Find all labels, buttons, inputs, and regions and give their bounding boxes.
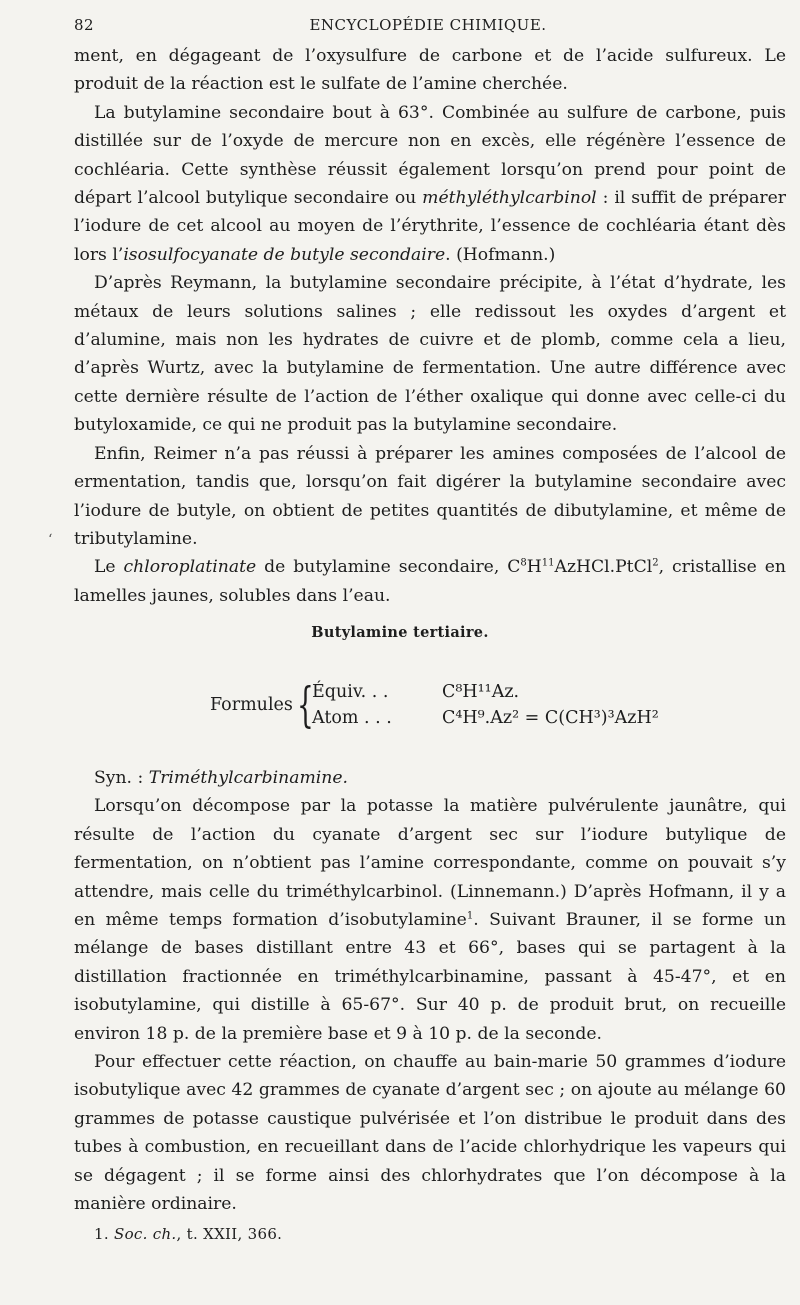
running-header (74, 16, 782, 40)
italic-term: méthyléthylcarbinol (422, 188, 597, 209)
formula-row-label: Atom . . . (312, 708, 392, 728)
text-run: Lorsqu’on décompose par la potasse la matière pulvérulente jaunâtre, qui résulte de l’action du cyanate d’argent sec sur l’iodure butylique de fermentation, on n’obtient pas l’amine correspondante, comme on pouvait s’y attendre, mais celle du triméthylcarbinol. (Linnemann.) D’après Hofmann, il y a en même temps formation d’isobutylamine (74, 796, 786, 931)
text-run: Le (94, 557, 124, 578)
synonym-value: Triméthylcarbinamine. (148, 768, 348, 788)
text-run: : il suffit de préparer l’iodure de cet alcool au moyen de l’érythrite, l’essence de cochléaria étant dès lors l’ (74, 188, 786, 265)
running-title: ENCYCLOPÉDIE CHIMIQUE. (309, 16, 547, 34)
footnote-ref: 1 (466, 910, 474, 922)
margin-mark: ‘ (48, 532, 53, 548)
section-title: Butylamine tertiaire. (311, 624, 489, 641)
paragraph-reimer: Enfin, Reimer n’a pas réussi à préparer les amines composées de l’alcool de ermentation, tandis que, lorsqu’on fait digérer la butylamine secondaire avec l’iodure de butyle, on obtient de petites quantités de dibutylamine, et même de tributylamine. (74, 443, 786, 549)
paragraph-boiling-point (74, 99, 786, 269)
body-text-bottom (74, 764, 786, 1219)
superscript: 2 (652, 557, 659, 569)
synonym-label: Syn. : (94, 768, 149, 788)
footnote-journal: Soc. ch. (114, 1225, 177, 1243)
formula-row-label: Équiv. . . (312, 682, 389, 702)
text-run: de butylamine secondaire, C (256, 557, 521, 578)
paragraph-reymann: D’après Reymann, la butylamine secondaire précipite, à l’état d’hydrate, les métaux de leurs solutions salines ; elle redissout les oxydes d’argent et d’alumine, mais non les hydrates de cuivre et de plomb, comme cela a lieu, d’après Wurtz, avec la butylamine de fermentation. Une autre différence avec cette dernière résulte de l’action de l’éther oxalique qui donne avec celle-ci du butyloxamide, ce qui ne produit pas la butylamine secondaire. (74, 273, 786, 436)
footnote-number: 1. (94, 1225, 109, 1243)
formula-value: C⁴H⁹.Az² = C(CH³)³AzH² (442, 708, 659, 728)
text-run: . Suivant Brauner, il se forme un mélange de bases distillant entre 43 et 66°, bases qui se partagent à la distillation fractionnée en triméthylcarbinamine, passant à 45-47°, et en isobutylamine, qui distille à 65-67°. Sur 40 p. de produit brut, on recueille environ 18 p. de la première base et 9 à 10 p. de la seconde. (74, 910, 787, 1044)
paragraph-chloroplatinate (74, 553, 786, 610)
superscript: 11 (541, 557, 555, 569)
paragraph-continuation: ment, en dégageant de l’oxysulfure de carbone et de l’acide sulfureux. Le produit de la réaction est le sulfate de l’amine cherchée. (74, 46, 786, 95)
page-number: 82 (74, 16, 95, 34)
text-run: . (Hofmann.) (445, 244, 556, 265)
text-run: La butylamine secondaire bout à 63°. Combinée au sulfure de carbone, puis distillée sur de l’oxyde de mercure non en excès, elle régénère l’essence de cochléaria. Cette synthèse réussit également lorsqu’on prend pour point de départ l’alcool butylique secondaire ou (74, 102, 786, 209)
formula-row-equiv (312, 682, 519, 708)
paragraph-procedure: Pour effectuer cette réaction, on chauffe au bain-marie 50 grammes d’iodure isobutylique avec 42 grammes de cyanate d’argent sec ; on ajoute au mélange 60 grammes de potasse caustique pulvérisée et l’on distribue le produit dans des tubes à combustion, en recueillant dans de l’acide chlorhydrique les vapeurs qui se dégagent ; il se forme ainsi des chlorhydrates que l’on décompose à la manière ordinaire. (74, 1052, 786, 1215)
formula-row-atom (312, 708, 659, 734)
text-run: H (526, 557, 542, 578)
text-run: , cristallise en lamelles jaunes, solubles dans l’eau. (74, 557, 786, 606)
text-run: AzHCl.PtCl (554, 557, 653, 578)
paragraph-decomposition (74, 792, 786, 1048)
body-text-top (74, 42, 786, 610)
italic-term: isosulfocyanate de butyle secondaire (123, 244, 446, 265)
footnote (94, 1225, 282, 1243)
synonym-line (74, 764, 786, 792)
formula-block (210, 678, 770, 740)
brace-icon: { (297, 677, 314, 733)
formula-label: Formules (210, 695, 293, 715)
italic-term: chloroplatinate (123, 557, 257, 578)
footnote-ref-text: , t. XXII, 366. (176, 1225, 283, 1243)
superscript: 8 (520, 557, 527, 569)
formula-value: C⁸H¹¹Az. (442, 682, 520, 702)
